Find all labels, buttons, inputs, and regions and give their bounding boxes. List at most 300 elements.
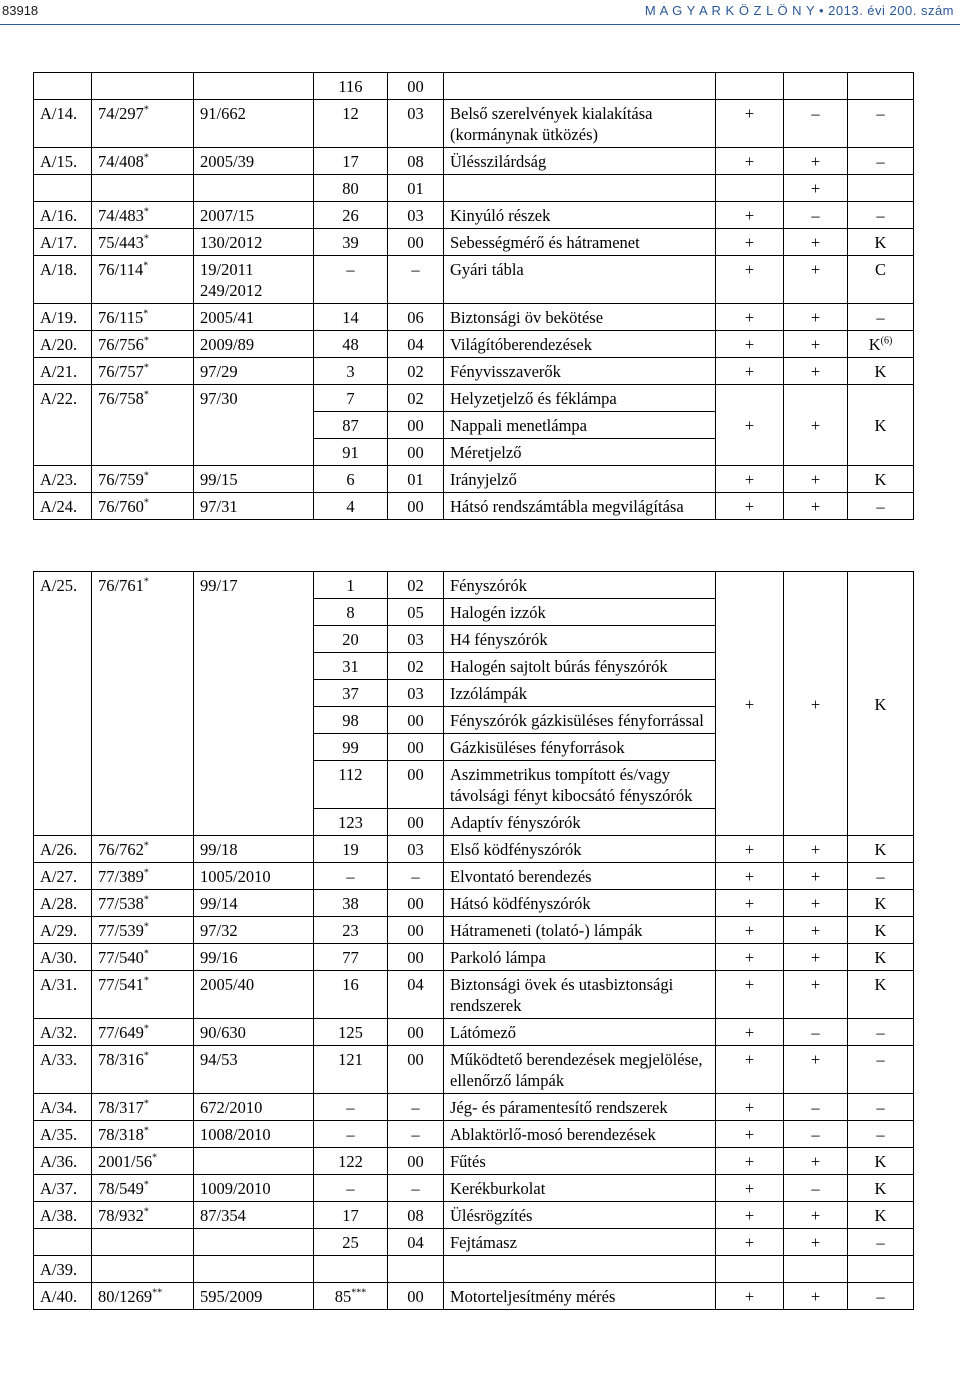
subject-text: Ablaktörlő-mosó berendezések [450, 1125, 656, 1144]
reg-series-text: 00 [407, 1050, 424, 1069]
col-g [716, 917, 784, 944]
row-id [34, 493, 92, 520]
col-i-text: K [874, 975, 887, 994]
subject [444, 439, 716, 466]
footnote-marker: * [143, 335, 149, 347]
col-g-text: + [744, 470, 755, 489]
subject [444, 1229, 716, 1256]
reg-series-text: 01 [407, 179, 424, 198]
reg-series-text: 00 [407, 1023, 424, 1042]
subject [444, 917, 716, 944]
subject-text: Fényszórók gázkisüléses fényforrással [450, 711, 704, 730]
subject-text: Sebességmérő és hátramenet [450, 233, 640, 252]
footnote-marker: * [143, 867, 149, 879]
amendment-ref-text: 1005/2010 [200, 867, 271, 886]
directive-ref-text: 80/1269 [98, 1287, 153, 1306]
reg-series-text: 00 [407, 1152, 424, 1171]
row-id [34, 1256, 92, 1283]
directive-ref-text: 74/297 [98, 104, 144, 123]
amendment-ref [194, 1019, 314, 1046]
col-h-text: + [810, 152, 821, 171]
col-i-text: – [876, 867, 885, 886]
col-i [848, 572, 914, 836]
reg-number-text: – [346, 1179, 355, 1198]
reg-series [388, 256, 444, 304]
amendment-ref [194, 175, 314, 202]
amendment-ref-text: 130/2012 [200, 233, 263, 252]
amendment-ref [194, 256, 314, 304]
subject-text: Elvontató berendezés [450, 867, 592, 886]
subject-text: Fűtés [450, 1152, 486, 1171]
amendment-ref [194, 100, 314, 148]
reg-number-text: 31 [342, 657, 359, 676]
reg-series [388, 148, 444, 175]
footnote-marker: ** [152, 1287, 163, 1299]
directive-ref [92, 229, 194, 256]
reg-series-text: 00 [407, 813, 424, 832]
reg-number-text: 116 [338, 77, 363, 96]
reg-series-text: 05 [407, 603, 424, 622]
subject [444, 572, 716, 599]
col-i [848, 863, 914, 890]
col-i-text: – [876, 1287, 885, 1306]
col-g-text: + [744, 1152, 755, 1171]
col-g [716, 358, 784, 385]
col-i [848, 304, 914, 331]
reg-series-text: 06 [407, 308, 424, 327]
directive-ref [92, 493, 194, 520]
directive-ref [92, 331, 194, 358]
col-i [848, 1229, 914, 1256]
footnote-marker: * [143, 1179, 149, 1191]
col-i [848, 1148, 914, 1175]
reg-number-text: – [346, 260, 355, 279]
row-id-text: A/35. [40, 1125, 78, 1144]
col-i [848, 971, 914, 1019]
col-h [784, 493, 848, 520]
subject-text: Halogén izzók [450, 603, 546, 622]
subject [444, 836, 716, 863]
col-h-text: + [810, 233, 821, 252]
col-h [784, 1094, 848, 1121]
row-id-text: A/24. [40, 497, 78, 516]
reg-series [388, 1283, 444, 1310]
col-g [716, 863, 784, 890]
col-h [784, 256, 848, 304]
col-g [716, 175, 784, 202]
directive-ref [92, 304, 194, 331]
col-g [716, 1175, 784, 1202]
amendment-ref-text: 2007/15 [200, 206, 255, 225]
directive-ref [92, 202, 194, 229]
reg-number-text: 39 [342, 233, 359, 252]
row-id [34, 358, 92, 385]
subject [444, 73, 716, 100]
table-row [34, 1283, 914, 1310]
reg-series-text: 01 [407, 470, 424, 489]
amendment-ref [194, 304, 314, 331]
subject [444, 1148, 716, 1175]
footnote-marker: * [143, 1206, 149, 1218]
footnote-marker: * [143, 576, 149, 588]
col-g [716, 304, 784, 331]
col-i [848, 1094, 914, 1121]
col-h-text: + [810, 948, 821, 967]
reg-number [314, 680, 388, 707]
reg-series-text: 00 [407, 711, 424, 730]
directive-ref [92, 1019, 194, 1046]
subject [444, 358, 716, 385]
reg-number-text: 85 [334, 1287, 352, 1306]
reg-series-text: 02 [407, 576, 424, 595]
amendment-ref-text: 99/14 [200, 894, 238, 913]
subject-text: Hátsó ködfényszórók [450, 894, 591, 913]
subject-text: Motorteljesítmény mérés [450, 1287, 616, 1306]
row-id [34, 175, 92, 202]
directive-ref-text: 77/541 [98, 975, 144, 994]
reg-number [314, 439, 388, 466]
col-i-text: – [876, 497, 885, 516]
row-id [34, 1046, 92, 1094]
directive-ref-text: 77/389 [98, 867, 144, 886]
footnote-marker: * [143, 206, 149, 218]
table-row [34, 863, 914, 890]
subject-text: Méretjelző [450, 443, 522, 462]
col-h [784, 331, 848, 358]
subject-text: Halogén sajtolt búrás fényszórók [450, 657, 668, 676]
reg-series-text: 00 [407, 497, 424, 516]
reg-number [314, 73, 388, 100]
subject [444, 229, 716, 256]
reg-series [388, 304, 444, 331]
col-i [848, 944, 914, 971]
amendment-ref [194, 1094, 314, 1121]
subject [444, 148, 716, 175]
amendment-ref-text: 1009/2010 [200, 1179, 271, 1198]
col-i [848, 175, 914, 202]
directive-ref-text: 78/932 [98, 1206, 144, 1225]
col-i-text: K [874, 362, 887, 381]
table-row [34, 1229, 914, 1256]
amendment-ref [194, 73, 314, 100]
table-row [34, 1046, 914, 1094]
subject [444, 1256, 716, 1283]
amendment-ref [194, 1202, 314, 1229]
col-h-text: + [810, 1287, 821, 1306]
directive-ref [92, 148, 194, 175]
col-g [716, 1256, 784, 1283]
row-id [34, 890, 92, 917]
table-row [34, 1121, 914, 1148]
reg-series [388, 572, 444, 599]
directive-ref-text: 76/762 [98, 840, 144, 859]
footnote-marker: * [143, 1023, 149, 1035]
table-row [34, 1256, 914, 1283]
reg-series [388, 734, 444, 761]
col-i [848, 331, 914, 358]
reg-series [388, 1229, 444, 1256]
col-h-text: + [810, 179, 821, 198]
reg-series-text: 04 [407, 975, 424, 994]
amendment-ref-text: 2009/89 [200, 335, 255, 354]
reg-number [314, 572, 388, 599]
subject-text: Parkoló lámpa [450, 948, 546, 967]
col-h-text: + [810, 975, 821, 994]
reg-series [388, 73, 444, 100]
row-id-text: A/34. [40, 1098, 78, 1117]
subject [444, 863, 716, 890]
col-h [784, 385, 848, 466]
reg-number-text: 17 [342, 152, 359, 171]
table-row [34, 1019, 914, 1046]
reg-number-text: 38 [342, 894, 359, 913]
table-row [34, 493, 914, 520]
subject [444, 1121, 716, 1148]
reg-number-text: 37 [342, 684, 359, 703]
subject-text: Ülésszilárdság [450, 152, 547, 171]
reg-number [314, 331, 388, 358]
row-id-text: A/28. [40, 894, 78, 913]
table-row [34, 466, 914, 493]
directive-ref [92, 466, 194, 493]
col-i [848, 917, 914, 944]
col-g [716, 100, 784, 148]
col-h [784, 466, 848, 493]
directive-ref-text: 76/114 [98, 260, 144, 279]
subject [444, 412, 716, 439]
amendment-ref [194, 1229, 314, 1256]
col-g [716, 944, 784, 971]
reg-series [388, 971, 444, 1019]
col-i [848, 1019, 914, 1046]
reg-number [314, 1094, 388, 1121]
row-id-text: A/21. [40, 362, 78, 381]
col-g-text: + [744, 206, 755, 225]
amendment-ref-text: 19/2011 249/2012 [200, 260, 263, 300]
col-g-text: + [744, 260, 755, 279]
footnote-marker: *** [351, 1287, 367, 1299]
subject-text: Kinyúló részek [450, 206, 551, 225]
reg-number-text: 6 [346, 470, 355, 489]
col-h [784, 202, 848, 229]
col-i [848, 385, 914, 466]
col-g-text: + [744, 497, 755, 516]
row-id [34, 944, 92, 971]
amendment-ref-text: 97/31 [200, 497, 238, 516]
reg-series-text: 00 [407, 416, 424, 435]
col-g [716, 148, 784, 175]
col-i-text: – [876, 1233, 885, 1252]
directive-ref [92, 971, 194, 1019]
col-h-text: + [810, 840, 821, 859]
amendment-ref [194, 836, 314, 863]
col-i-text: K [874, 233, 887, 252]
table-row [34, 385, 914, 412]
footnote-marker: * [143, 1125, 149, 1137]
directive-ref [92, 256, 194, 304]
col-h-text: – [811, 1023, 820, 1042]
reg-series [388, 202, 444, 229]
col-i [848, 1046, 914, 1094]
col-h [784, 863, 848, 890]
reg-series-text: – [411, 1125, 420, 1144]
regulations-table-bottom [33, 571, 914, 1310]
col-g [716, 1019, 784, 1046]
col-i-text: K [874, 921, 887, 940]
row-id [34, 100, 92, 148]
reg-series-text: – [411, 1179, 420, 1198]
table-row [34, 1148, 914, 1175]
reg-number-text: 99 [342, 738, 359, 757]
subject [444, 466, 716, 493]
reg-series [388, 493, 444, 520]
col-h-text: + [810, 1152, 821, 1171]
col-g-text: + [744, 694, 755, 714]
amendment-ref [194, 358, 314, 385]
col-i-text: – [876, 308, 885, 327]
col-i [848, 1121, 914, 1148]
subject-text: Világítóberendezések [450, 335, 592, 354]
subject-text: Irányjelző [450, 470, 517, 489]
reg-number [314, 304, 388, 331]
col-g-text: + [744, 894, 755, 913]
col-g-text: + [744, 1023, 755, 1042]
directive-ref [92, 385, 194, 466]
reg-number-text: 112 [338, 765, 363, 784]
reg-number-text: 26 [342, 206, 359, 225]
reg-number [314, 1148, 388, 1175]
reg-series [388, 100, 444, 148]
reg-series [388, 626, 444, 653]
col-i-text: – [876, 206, 885, 225]
amendment-ref-text: 1008/2010 [200, 1125, 271, 1144]
row-id-text: A/14. [40, 104, 78, 123]
table-row [34, 256, 914, 304]
reg-number [314, 385, 388, 412]
col-h [784, 890, 848, 917]
table-row [34, 1175, 914, 1202]
col-i [848, 1175, 914, 1202]
reg-number [314, 1229, 388, 1256]
directive-ref [92, 1202, 194, 1229]
row-id [34, 202, 92, 229]
directive-ref-text: 75/443 [98, 233, 144, 252]
amendment-ref [194, 1046, 314, 1094]
amendment-ref-text: 2005/40 [200, 975, 255, 994]
col-i-text: K [874, 840, 887, 859]
col-g [716, 1202, 784, 1229]
footnote-marker: (6) [880, 335, 893, 347]
amendment-ref-text: 99/15 [200, 470, 238, 489]
col-i [848, 229, 914, 256]
footnote-marker: * [143, 233, 149, 245]
subject [444, 202, 716, 229]
regulations-table-top [33, 72, 914, 520]
footnote-marker: * [143, 362, 149, 374]
reg-series-text: 00 [407, 1287, 424, 1306]
table-row [34, 100, 914, 148]
subject-text: Belső szerelvények kialakítása (kormánynak ütközés) [450, 104, 653, 144]
reg-series [388, 331, 444, 358]
col-h-text: + [810, 1050, 821, 1069]
row-id-text: A/36. [40, 1152, 78, 1171]
col-h-text: + [810, 1206, 821, 1225]
footnote-marker: * [143, 104, 149, 116]
col-h [784, 917, 848, 944]
amendment-ref [194, 1175, 314, 1202]
col-g-text: + [744, 308, 755, 327]
row-id [34, 917, 92, 944]
row-id [34, 466, 92, 493]
subject [444, 1202, 716, 1229]
reg-number [314, 1202, 388, 1229]
col-g [716, 229, 784, 256]
directive-ref [92, 1283, 194, 1310]
col-g-text: + [744, 416, 755, 435]
reg-number [314, 761, 388, 809]
subject-text: Biztonsági övek és utasbiztonsági rendszerek [450, 975, 674, 1015]
row-id [34, 971, 92, 1019]
amendment-ref [194, 944, 314, 971]
reg-number-text: 17 [342, 1206, 359, 1225]
directive-ref-text: 76/758 [98, 389, 144, 408]
col-i-text: – [876, 152, 885, 171]
col-i-text: – [876, 1050, 885, 1069]
row-id [34, 1148, 92, 1175]
directive-ref [92, 572, 194, 836]
subject [444, 680, 716, 707]
table-row [34, 229, 914, 256]
col-h [784, 1202, 848, 1229]
subject-text: Jég- és páramentesítő rendszerek [450, 1098, 668, 1117]
col-h [784, 304, 848, 331]
reg-number [314, 707, 388, 734]
col-h-text: + [810, 335, 821, 354]
reg-series-text: 02 [407, 362, 424, 381]
reg-number-text: 77 [342, 948, 359, 967]
footnote-marker: * [143, 975, 149, 987]
col-g-text: + [744, 948, 755, 967]
directive-ref [92, 1229, 194, 1256]
directive-ref-text: 76/115 [98, 308, 144, 327]
reg-number [314, 148, 388, 175]
subject-text: Működtető berendezések megjelölése, ellenőrző lámpák [450, 1050, 703, 1090]
col-h [784, 944, 848, 971]
col-i [848, 148, 914, 175]
reg-series [388, 1019, 444, 1046]
col-i-text: K [874, 948, 887, 967]
col-h-text: + [810, 470, 821, 489]
row-id-text: A/20. [40, 335, 78, 354]
subject [444, 971, 716, 1019]
reg-number-text: 8 [346, 603, 355, 622]
reg-number [314, 1046, 388, 1094]
directive-ref-text: 74/483 [98, 206, 144, 225]
col-i [848, 493, 914, 520]
directive-ref [92, 1094, 194, 1121]
amendment-ref [194, 148, 314, 175]
directive-ref-text: 76/761 [98, 576, 144, 595]
row-id [34, 1019, 92, 1046]
row-id [34, 148, 92, 175]
masthead: M A G Y A R K Ö Z L Ö N Y • 2013. évi 200. szám [644, 3, 954, 18]
row-id [34, 229, 92, 256]
footnote-marker: * [143, 894, 149, 906]
subject-text: H4 fényszórók [450, 630, 548, 649]
table-row [34, 971, 914, 1019]
reg-number [314, 1283, 388, 1310]
subject-text: Fejtámasz [450, 1233, 517, 1252]
